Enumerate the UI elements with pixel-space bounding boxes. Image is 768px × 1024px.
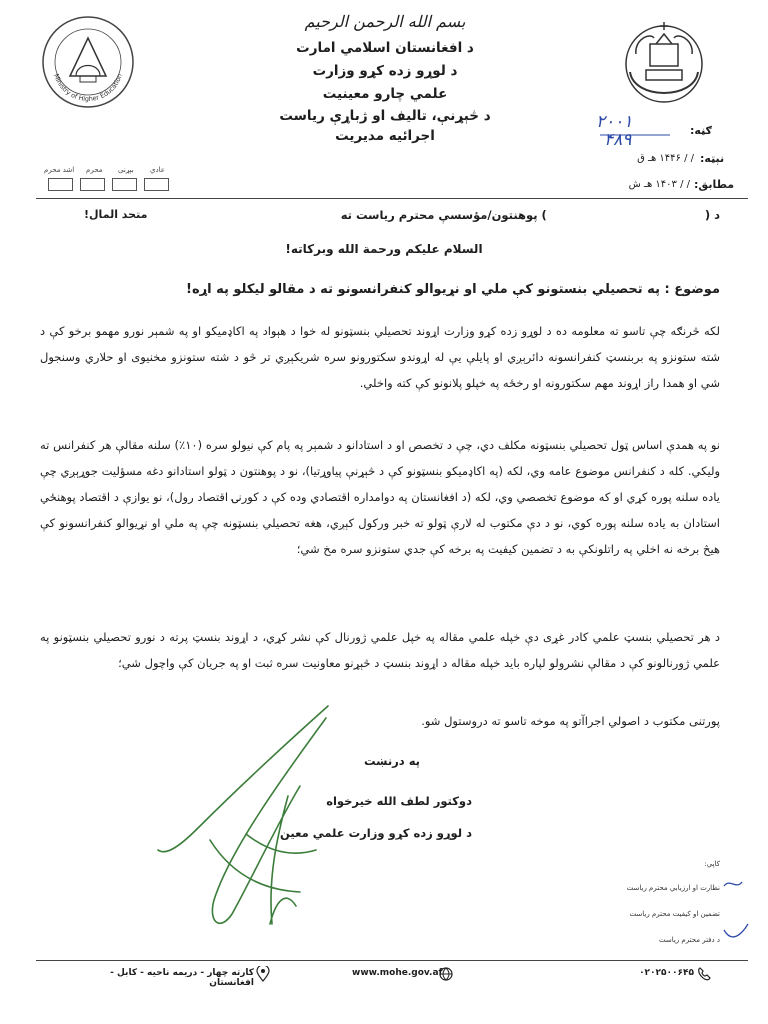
cc-item-2: تضمين او کيفيت محترم رياست — [629, 910, 720, 918]
recipient-text: ) پوهنتون/مؤسسې محترم رياست ته — [340, 208, 547, 222]
body-paragraph-3: د هر تحصيلي بنسټ علمي کادر غړی دې خپله علمي مقاله په خپل علمي ژورنال کې نشر کړي، د اړوند بنسټ پرته د نورو تحصيلي بنسټونو په علمي ژورنالونو کې د مقالې نشرولو لپاره بايد خپله مقاله د اړوند بنسټ د څېړنو معاونيت سره ثبت او په جريان کې واچول شي؛ — [40, 630, 720, 670]
signature-closing: په درنښت — [363, 754, 420, 768]
greeting: السلام عليكم ورحمة الله وبركاته! — [285, 242, 483, 256]
number-underline — [600, 132, 670, 138]
ministry-seal-logo — [40, 14, 136, 110]
phone-icon — [696, 966, 712, 982]
routing-box-normal — [144, 178, 169, 191]
number-value-handwritten: ۲۰۰۱ — [596, 112, 633, 132]
header-line-ministry: د لوړو زده کړو وزارت — [312, 63, 458, 79]
equivalent-date-value: / / ۱۴۰۳ هـ ش — [628, 179, 690, 190]
footer-phone: ۰۲۰۲۵۰۰۶۴۵ — [639, 968, 694, 978]
routing-box-urgent — [112, 178, 137, 191]
header-line-emirate: د افغانستان اسلامي امارت — [296, 40, 474, 56]
footer-divider — [36, 960, 748, 961]
routing-box-top-secret — [48, 178, 73, 191]
date-value: / / ۱۴۴۶ هـ ق — [637, 153, 694, 164]
footer-website[interactable]: www.mohe.gov.af — [352, 968, 443, 978]
routing-label-urgent: بېړنی — [118, 166, 134, 174]
cc-item-1: نظارت او ارزيابي محترم رياست — [626, 884, 720, 892]
emirate-emblem-logo — [620, 14, 708, 110]
circular-label: متحد المال! — [84, 208, 148, 221]
header-line-executive-office: اجرائيه مديريت — [335, 128, 435, 144]
equivalent-date-label: مطابق: — [694, 178, 735, 191]
handwritten-signature — [150, 700, 370, 940]
number-label: ګڼه: — [690, 124, 712, 137]
footer-address: کارته چهار - دريمه ناحيه - کابل - افغانستان — [110, 968, 254, 988]
signatory-name: دوکتور لطف الله خيرخواه — [326, 794, 472, 808]
recipient-prefix: د ( — [704, 208, 720, 222]
header-line-directorate: د څېړنې، تاليف او ژباړې رياست — [279, 108, 491, 124]
location-pin-icon — [256, 966, 270, 982]
date-label: نېټه: — [700, 152, 725, 165]
cc-item-3: د دفتر محترم رياست — [658, 936, 720, 944]
routing-label-confidential: محرم — [86, 166, 103, 174]
routing-label-top-secret: اشد محرم — [44, 166, 75, 174]
header-line-deputy-ministry: علمي چارو معينيت — [322, 86, 448, 102]
body-paragraph-1: لکه څرنګه چې تاسو ته معلومه ده د لوړو زده کړو وزارت اړوند تحصيلي بنسټونو له خوا د هېواد په اکاډميکو او په شمېر نورو مهمو برخو کې د شته ستونزو په بربنسټ کنفرانسونه دائرېږي او پايلې يې له اړوندو سکتورونو سره شريکېږي تر څو د شته ستونزو مخنيوی او حلاري وسنجول شي او همدا راز اړوند مهم سکتورونه او رخځه په خپلو پلانونو کې کته واخلي. — [40, 324, 720, 390]
subject-line: موضوع : په تحصيلي بنستونو کې ملي او نړيوالو کنفرانسونو ته د مقالو ليکلو په اړه! — [186, 282, 720, 297]
body-paragraph-2: نو په همدې اساس ټول تحصيلي بنسټونه مکلف دي، چې د تخصص او د استادانو د شمېر په پام کې نيولو سره (۱۰٪) سلنه مقالې هر کنفرانس ته وليکي. کله د کنفرانس موضوع عامه وي، لکه (په اکاډميکو بنسټونو کې د څېړنې پياوړتيا)، نو د پوهنتون د ټولو استادانو دغه مسؤليت جوړېږي چې ياده سلنه پوره کړي او که موضوع تخصصي وي، لکه (د افغانستان په دوامداره اقتصادي وده کې د کورنۍ اقتصاد رول)، نو يوازې د اقتصاد پوهنځي استادان به ياده سلنه پوره کوي، نو د دې مکتوب له لارې ټولو ته خبر ورکول کېږي، هغه تحصيلي بنسټونه چې په ملي او نړيوالو کنفرانسونو کې هيڅ برخه نه اخلي په راتلونکې به د تضمين کيفيت په برخه کې جدي ستونزو سره مخ شي؛ — [40, 438, 720, 556]
seal-ring-text: Ministry of Higher Education — [52, 72, 124, 104]
routing-box-confidential — [80, 178, 105, 191]
cc-handwritten-marks — [722, 874, 750, 944]
header-divider — [36, 198, 748, 199]
routing-label-normal: عادي — [150, 166, 165, 174]
bismillah-header: بسم الله الرحمن الرحيم — [304, 12, 466, 31]
number-subvalue-handwritten: ۴۸۹ — [604, 130, 632, 150]
signatory-title: د لوړو زده کړو وزارت علمي معين — [280, 826, 472, 840]
cc-label: کاپي: — [704, 860, 720, 868]
body-paragraph-closing: پورتنی مکتوب د اصولي اجراآتو په موخه تاسو ته دروستول شو. — [421, 714, 720, 728]
